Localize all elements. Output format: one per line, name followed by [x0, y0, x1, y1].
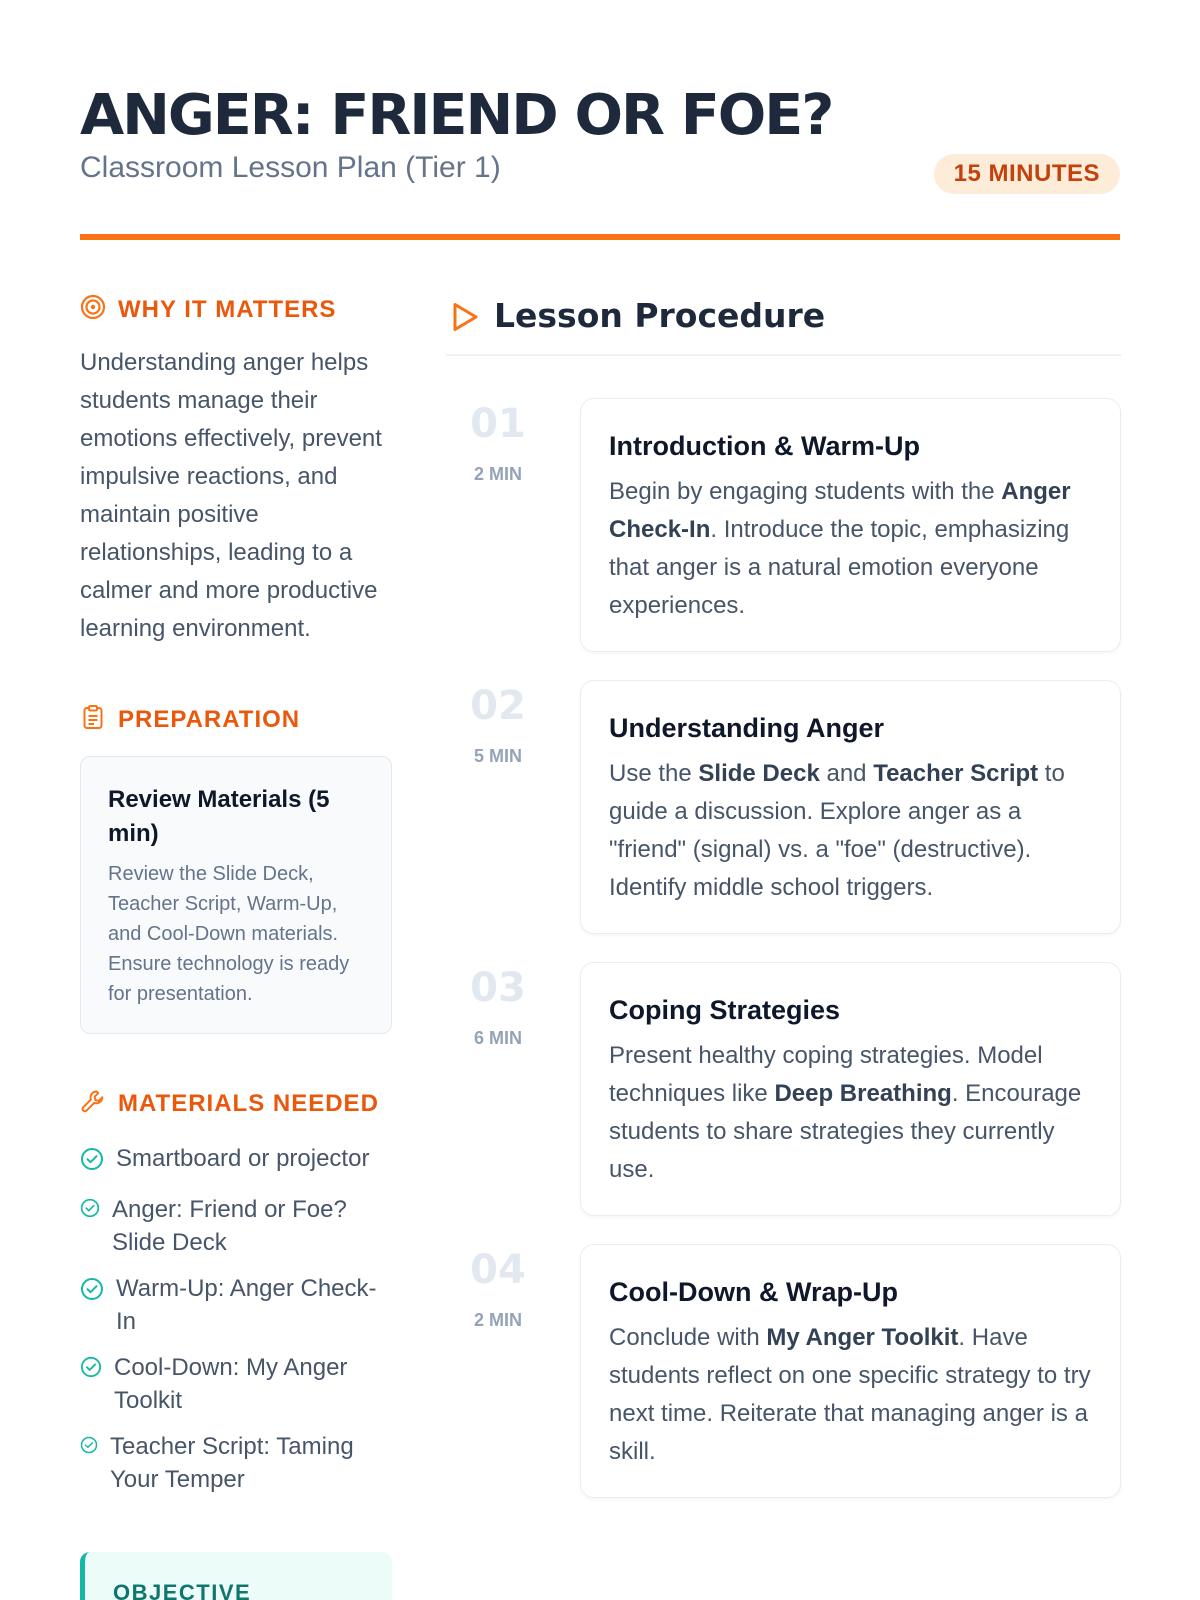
step-description: Present healthy coping strategies. Model techniques like Deep Breathing. Encourage students to share strategies they currently use. [609, 1042, 1082, 1183]
materials-heading [80, 1086, 392, 1122]
step-card [580, 1244, 1121, 1498]
preparation-heading [80, 702, 392, 738]
check-circle-icon [80, 1351, 102, 1387]
step-duration: 5 MIN [473, 746, 522, 766]
step-title: Cool-Down & Wrap-Up [609, 1277, 898, 1307]
step-number: 01 [470, 401, 526, 447]
step-card [580, 962, 1121, 1216]
check-circle-icon [80, 1272, 104, 1310]
material-label: Warm-Up: Anger Check-In [116, 1275, 377, 1335]
list-item [80, 1351, 392, 1417]
material-label: Smartboard or projector [116, 1145, 370, 1172]
step-number: 04 [470, 1247, 526, 1293]
objective-label: OBJECTIVE [113, 1580, 252, 1600]
check-circle-icon [80, 1430, 98, 1463]
preparation-card-title: Review Materials (5 min) [108, 786, 330, 847]
objective-box [80, 1552, 392, 1600]
procedure-header [446, 296, 1121, 356]
list-item [80, 1430, 392, 1496]
preparation-heading-label: PREPARATION [118, 706, 301, 733]
step-duration: 6 MIN [473, 1028, 522, 1048]
check-circle-icon [80, 1142, 104, 1180]
play-icon [450, 296, 480, 339]
target-icon [80, 294, 106, 327]
step-card [580, 398, 1121, 652]
check-circle-icon [80, 1193, 100, 1227]
duration-badge: 15 MINUTES [934, 154, 1120, 194]
materials-heading-label: MATERIALS NEEDED [118, 1090, 379, 1117]
step-number: 03 [470, 965, 526, 1011]
step-card [580, 680, 1121, 934]
wrench-icon [80, 1088, 106, 1121]
step-number: 02 [470, 683, 526, 729]
page-title: ANGER: FRIEND OR FOE? [80, 83, 833, 148]
step-description: Begin by engaging students with the Anger Check-In. Introduce the topic, emphasizing that anger is a natural emotion everyone experiences. [609, 478, 1071, 619]
preparation-card [80, 756, 392, 1034]
why-text: Understanding anger helps students manage their emotions effectively, prevent impulsive reactions, and maintain positive relationships, leading to a calmer and more productive learning environment. [80, 349, 382, 642]
list-item [80, 1142, 392, 1180]
procedure-title: Lesson Procedure [494, 296, 826, 335]
step-title: Introduction & Warm-Up [609, 431, 920, 461]
header-divider [80, 234, 1120, 240]
material-label: Anger: Friend or Foe? Slide Deck [112, 1196, 347, 1256]
materials-list [80, 1142, 392, 1496]
page-header [80, 82, 1120, 242]
step-title: Understanding Anger [609, 713, 885, 743]
step-duration: 2 MIN [473, 464, 522, 484]
sidebar [80, 292, 392, 1509]
list-item [80, 1193, 392, 1259]
step-title: Coping Strategies [609, 995, 841, 1025]
why-heading-label: WHY IT MATTERS [118, 296, 337, 323]
step-duration: 2 MIN [473, 1310, 522, 1330]
step-description: Conclude with My Anger Toolkit. Have students reflect on one specific strategy to try next time. Reiterate that managing anger is a skill. [609, 1324, 1091, 1465]
clipboard-icon [80, 704, 106, 737]
preparation-card-text: Review the Slide Deck, Teacher Script, Warm-Up, and Cool-Down materials. Ensure technology is ready for presentation. [108, 863, 350, 1005]
material-label: Cool-Down: My Anger Toolkit [114, 1354, 348, 1414]
step-description: Use the Slide Deck and Teacher Script to guide a discussion. Explore anger as a "friend" (signal) vs. a "foe" (destructive). Identify middle school triggers. [609, 760, 1065, 901]
list-item [80, 1272, 392, 1338]
why-heading [80, 292, 392, 328]
material-label: Teacher Script: Taming Your Temper [110, 1433, 354, 1493]
page-subtitle: Classroom Lesson Plan (Tier 1) [80, 151, 501, 184]
